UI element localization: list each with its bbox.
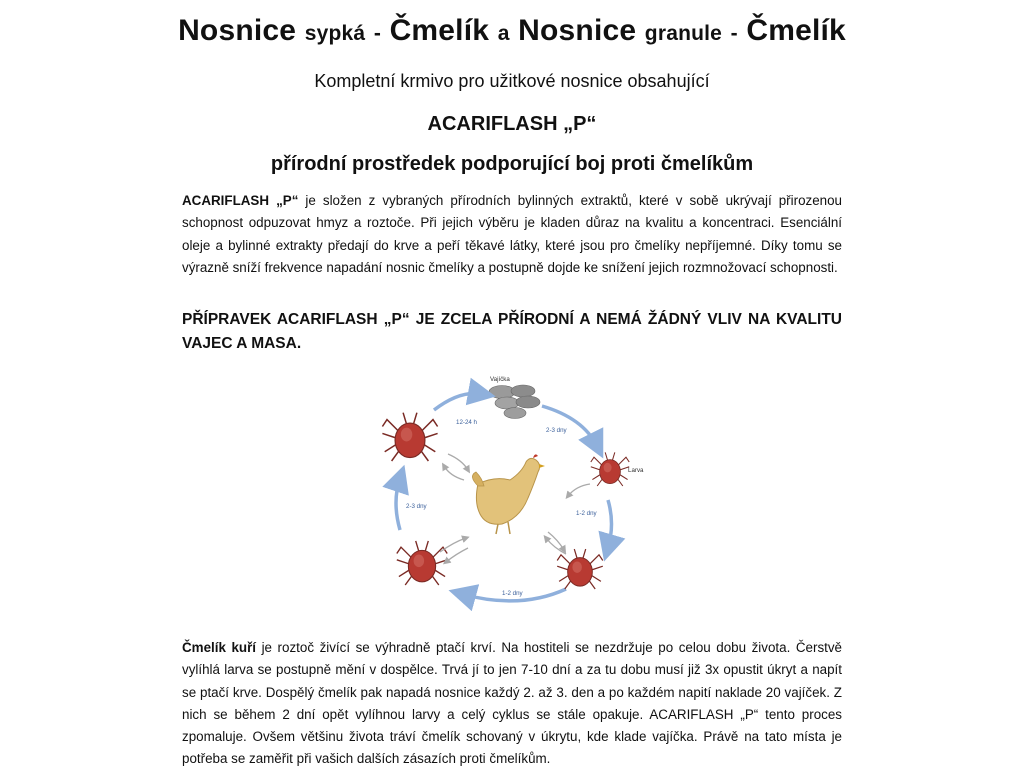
cycle-arrow bbox=[608, 500, 612, 548]
title-word: Čmelík bbox=[746, 14, 846, 47]
duration-label: 1-2 dny bbox=[502, 590, 523, 597]
cycle-arrow bbox=[434, 393, 482, 410]
subtitle: Kompletní krmivo pro užitkové nosnice obsahující bbox=[314, 71, 710, 91]
document-title bbox=[0, 14, 1024, 48]
mite-lifecycle-diagram bbox=[370, 372, 650, 622]
host-arrow bbox=[568, 484, 590, 496]
host-arrow bbox=[446, 548, 468, 562]
duration-label: 2-3 dny bbox=[406, 503, 427, 510]
outro-text: je roztoč živící se výhradně ptačí krví. Na hostiteli se nezdržuje po celou dobu života. Čerstvě vylíhlá larva se postupně mění v dospělce. Trvá jí to jen 7-10 dní a za tu dobu musí již 3x opustit úkryt a napít se ptačí krve. Dospělý čmelík pak napadá nosnice každý 2. až 3. den a po každém napití naklade 20 vajíček. Z nich se během 2 dní opět vylíhnou larvy a celý cyklus se stále opakuje. ACARIFLASH „P“ tento proces zpomaluje. Ovšem většinu života tráví čmelík schovaný v úkrytu, kde klade vajíčka. Právě na tato místa je potřeba se zaměřit při vašich dalších zásazích proti čmelíkům. bbox=[182, 640, 842, 767]
nymph-mite-icon bbox=[557, 549, 603, 589]
outro-paragraph bbox=[182, 637, 842, 771]
title-word: - bbox=[373, 22, 382, 45]
host-arrow bbox=[448, 454, 468, 470]
larva-mite-icon bbox=[591, 452, 629, 486]
title-word: Nosnice bbox=[518, 14, 637, 47]
hen-icon bbox=[472, 454, 545, 534]
duration-label: 12-24 h bbox=[456, 419, 477, 426]
statement: PŘÍPRAVEK ACARIFLASH „P“ JE ZCELA PŘÍRODNÍ A NEMÁ ŽÁDNÝ VLIV NA KVALITU VAJEC A MASA. bbox=[182, 311, 842, 352]
title-word: - bbox=[730, 22, 738, 45]
host-arrow bbox=[444, 466, 464, 480]
larva-label: Larva bbox=[628, 467, 644, 474]
intro-bold: ACARIFLASH „P“ bbox=[182, 193, 299, 208]
title-word: Nosnice bbox=[178, 14, 297, 47]
eggs-label: Vajíčka bbox=[490, 376, 510, 383]
duration-label: 2-3 dny bbox=[546, 427, 567, 434]
title-word: Čmelík bbox=[389, 14, 490, 47]
eggs-icon bbox=[489, 385, 540, 419]
title-word: a bbox=[497, 22, 510, 45]
intro-paragraph bbox=[182, 190, 842, 279]
product-name: ACARIFLASH „P“ bbox=[427, 113, 597, 135]
cycle-arrow bbox=[542, 406, 597, 446]
title-word: granule bbox=[644, 22, 723, 45]
nymph-mite-icon bbox=[397, 541, 447, 585]
host-arrow bbox=[546, 538, 566, 554]
tagline: přírodní prostředek podporující boj proti čmelíkům bbox=[270, 153, 754, 175]
title-word: sypká bbox=[304, 22, 366, 45]
cycle-arrow bbox=[396, 478, 400, 530]
duration-label: 1-2 dny bbox=[576, 510, 597, 517]
host-arrow bbox=[440, 538, 466, 552]
adult-mite-icon bbox=[382, 413, 437, 461]
outro-bold: Čmelík kuří bbox=[182, 640, 257, 655]
intro-text: je složen z vybraných přírodních bylinných extraktů, které v sobě ukrývají přirozenou schopnost odpuzovat hmyz a roztoče. Při jejich výběru je kladen důraz na kvalitu a koncentraci. Esenciální oleje a bylinné extrakty předají do krve a peří těkavé látky, které jsou pro čmelíky nepříjemné. Díky tomu se výrazně sníží frekvence napadání nosnic čmelíky a postupně dojde ke snížení jejich rozmnožovací schopnosti. bbox=[182, 193, 843, 275]
